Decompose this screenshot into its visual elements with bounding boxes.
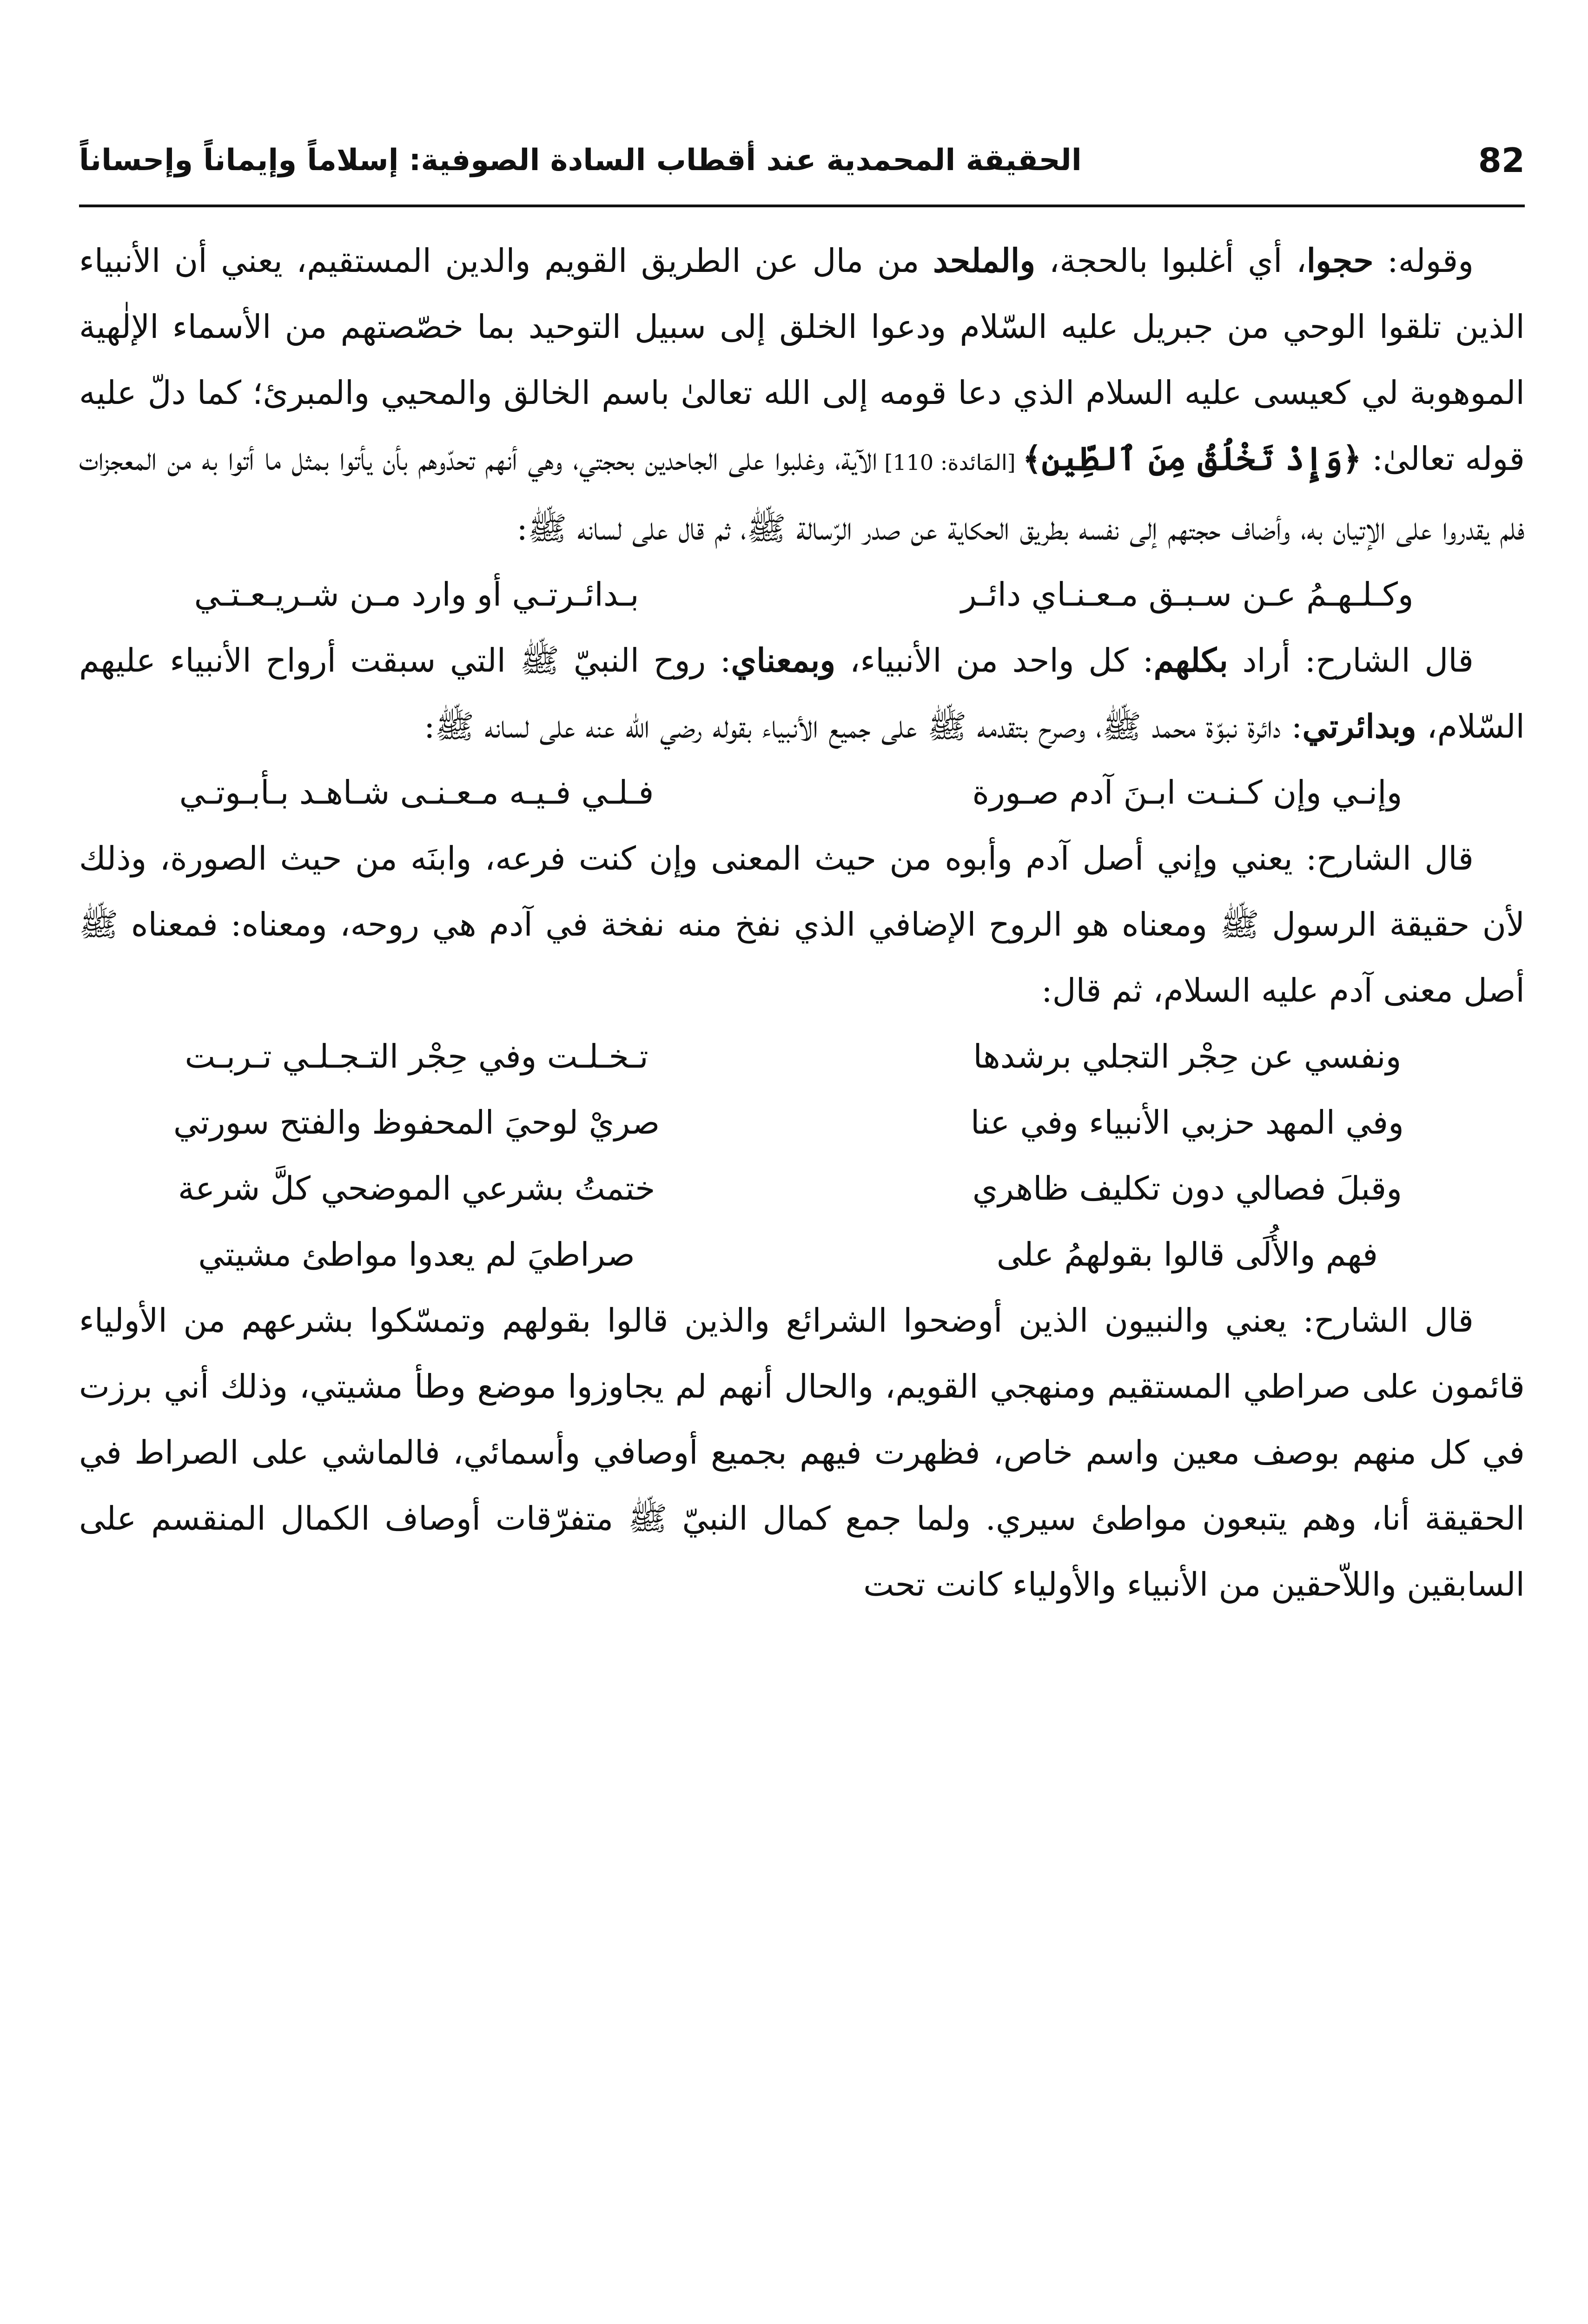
verse-hemistich-first: ونفسي عن حِجْر التجلي برشدها — [973, 1037, 1402, 1076]
bold-term: بكلهم — [1153, 641, 1228, 680]
bold-term: والملحد — [933, 241, 1036, 280]
verse-hemistich-second: صراطيَ لم يعدوا مواطئ مشيتي — [198, 1235, 635, 1274]
quran-reference: [المَائدة: 110] — [877, 450, 1023, 475]
verse-line — [79, 1221, 1525, 1287]
verse-line — [79, 1089, 1525, 1155]
running-title: الحقيقة المحمدية عند أقطاب السادة الصوفية: إسلاماً وإيماناً وإحساناً — [79, 143, 1082, 178]
text-run: ، أي أغلبوا بالحجة، — [1035, 242, 1307, 280]
paragraph-2 — [79, 627, 1525, 759]
verse-hemistich-first: وفي المهد حزبي الأنبياء وفي عنا — [970, 1103, 1404, 1142]
text-run: الآية، وغلبوا على الجاحدين بحجتي، وهي أنهم تحدّوهم بأن يأتوا بمثل ما أتوا به من المعجزات فلم يقدروا على الإتيان به، وأضاف حجتهم إلى نفسه بطريق الحكاية عن صدر الرّسالة ﷺ، ثم قال على لسانه ﷺ: — [79, 440, 1525, 548]
book-page — [79, 116, 1525, 2324]
paragraph-4: قال الشارح: يعني والنبيون الذين أوضحوا الشرائع والذين قالوا بقولهم وتمسّكوا بشرعهم من الأولياء قائمون على صراطي المستقيم ومنهجي القويم، والحال أنهم لم يجاوزوا موضع وطأ مشيتي، وذلك أني برزت في كل منهم بوصف معين واسم خاص، فظهرت فيهم بجميع أوصافي وأسمائي، فالماشي على الصراط في الحقيقة أنا، وهم يتبعون مواطئ سيري. ولما جمع كمال النبيّ ﷺ متفرّقات أوصاف الكمال المنقسم على السابقين واللاّحقين من الأنبياء والأولياء كانت تحت — [79, 1301, 1525, 1604]
verse-line — [79, 561, 1525, 627]
verse-hemistich-second: فـلـي فـيـه مـعـنـى شـاهـد بـأبـوتـي — [179, 773, 654, 812]
text-run: وقوله: — [1373, 242, 1474, 280]
verse-hemistich-first: وإنـي وإن كـنـت ابـنَ آدم صـورة — [972, 773, 1403, 812]
text-run: : دائرة نبوّة محمد ﷺ، وصرح بتقدمه ﷺ على جميع الأنبياء بقوله رضي الله عنه على لسانه ﷺ: — [424, 707, 1303, 746]
text-run: : كل واحد من الأنبياء، — [835, 641, 1154, 680]
verse-hemistich-first: وقبلَ فصالي دون تكليف ظاهري — [972, 1169, 1403, 1208]
paragraph-1 — [79, 228, 1525, 561]
verse-hemistich-second: ختمتُ بشرعي الموضحي كلَّ شرعة — [178, 1169, 655, 1208]
verse-line — [79, 1155, 1525, 1221]
verse-hemistich-second: تـخـلـت وفي حِجْر التـجـلـي تـربـت — [185, 1037, 648, 1076]
bold-term: وبدائرتي — [1302, 707, 1416, 746]
verse-line — [79, 1023, 1525, 1089]
text-run: : روح النبيّ ﷺ التي سبقت أرواح الأنبياء عليهم السّلام، — [79, 641, 1525, 746]
paragraph-3: قال الشارح: يعني وإني أصل آدم وأبوه من حيث المعنى وإن كنت فرعه، وابنَه من حيث الصورة، وذلك لأن حقيقة الرسول ﷺ ومعناه هو الروح الإضافي الذي نفخ منه نفخة في آدم هي روحه، ومعناه: فمعناه ﷺ أصل معنى آدم عليه السلام، ثم قال: — [79, 839, 1525, 1010]
quran-quote: ﴿وَإِذْ تَخْلُقُ مِنَ ٱلطِّينِ﴾ — [1022, 439, 1362, 478]
page-number: 82 — [1478, 141, 1525, 180]
text-run: من مال عن الطريق القويم والدين المستقيم، يعني أن الأنبياء الذين تلقوا الوحي من جبريل عليه السّلام ودعوا الخلق إلى سبيل التوحيد بما خصّصتهم من الأسماء الإلٰهية الموهوبة لي كعيسى عليه السلام الذي دعا قومه إلى الله تعالىٰ باسم الخالق والمحيي والمبرئ؛ كما دلّ عليه قوله تعالىٰ: — [79, 242, 1525, 478]
page-body — [79, 228, 1525, 1618]
bold-term: حجوا — [1306, 241, 1374, 280]
verse-hemistich-first: وكـلـهـمُ عـن سـبـق مـعـنـاي دائـر — [961, 575, 1414, 614]
bold-term: وبمعناي — [731, 641, 836, 680]
verse-line — [79, 759, 1525, 825]
verse-hemistich-first: فهم والأُلَى قالوا بقولهمُ على — [996, 1235, 1378, 1274]
text-run: قال الشارح: أراد — [1228, 641, 1474, 680]
verse-hemistich-second: صريْ لوحيَ المحفوظ والفتح سورتي — [173, 1103, 660, 1142]
verse-hemistich-second: بـدائـرتـي أو وارد مـن شـريـعـتـي — [194, 575, 639, 614]
running-header — [79, 116, 1525, 207]
